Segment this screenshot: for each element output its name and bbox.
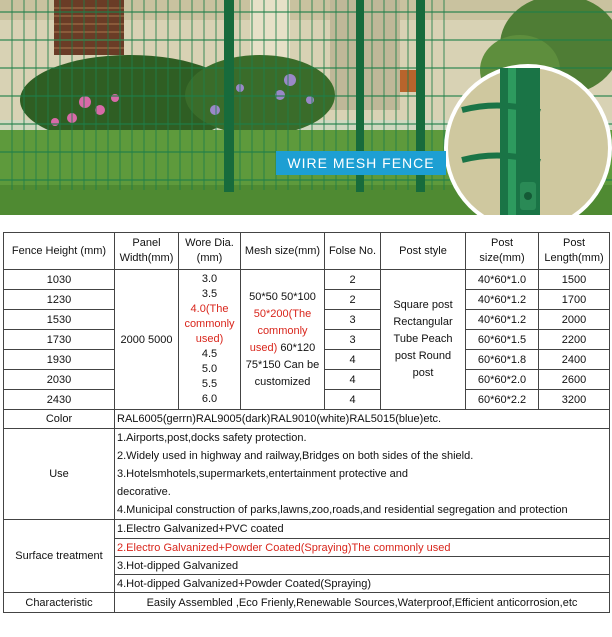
cell-post-length: 1700 <box>539 290 610 310</box>
cell-mesh-size <box>241 270 325 410</box>
list-item: 2.Widely used in highway and railway,Bridges on both sides of the shield. <box>117 450 474 462</box>
cell-post-size: 60*60*2.2 <box>466 390 539 410</box>
wire-dia-value: 4.5 <box>201 348 218 360</box>
cell-folse: 2 <box>325 270 381 290</box>
cell-post-size: 60*60*1.5 <box>466 330 539 350</box>
cell-height: 1930 <box>4 350 115 370</box>
cell-post-length: 2600 <box>539 370 610 390</box>
mesh-size-common-text: 50*200(The commonly used) <box>249 307 312 354</box>
surface-row <box>4 520 610 593</box>
cell-folse: 3 <box>325 310 381 330</box>
color-label: Color <box>4 410 115 429</box>
cell-post-size: 40*60*1.2 <box>466 310 539 330</box>
cell-post-length: 2200 <box>539 330 610 350</box>
characteristic-value: Easily Assembled ,Eco Frienly,Renewable Sources,Waterproof,Efficient anticorrosion,etc <box>115 593 610 613</box>
color-value: RAL6005(gerrn)RAL9005(dark)RAL9010(white)RAL5015(blue)etc. <box>115 410 610 429</box>
characteristic-row <box>4 593 610 613</box>
header-post-size: Post size(mm) <box>466 233 539 270</box>
cell-panel-width: 2000 5000 <box>115 270 179 410</box>
cell-height: 2030 <box>4 370 115 390</box>
mesh-size-text: 60*120 75*150 Can be customized <box>245 341 320 388</box>
cell-height: 1730 <box>4 330 115 350</box>
list-item: 4.Hot-dipped Galvanized+Powder Coated(Spraying) <box>115 574 609 592</box>
fence-photo <box>0 0 612 215</box>
cell-height: 1230 <box>4 290 115 310</box>
wire-dia-value: 5.0 <box>201 363 218 375</box>
cell-post-length: 3200 <box>539 390 610 410</box>
surface-list <box>115 520 610 593</box>
use-list <box>115 429 610 520</box>
cell-wire-dia <box>179 270 241 410</box>
use-row <box>4 429 610 520</box>
use-label: Use <box>4 429 115 520</box>
cell-post-length: 2400 <box>539 350 610 370</box>
cell-folse: 4 <box>325 390 381 410</box>
wire-dia-value: 3.5 <box>201 288 218 300</box>
header-post-length: Post Length(mm) <box>539 233 610 270</box>
cell-folse: 4 <box>325 370 381 390</box>
cell-height: 2430 <box>4 390 115 410</box>
spec-table <box>3 232 610 613</box>
cell-post-size: 40*60*1.0 <box>466 270 539 290</box>
cell-post-length: 2000 <box>539 310 610 330</box>
header-wire-dia: Wore Dia. (mm) <box>179 233 241 270</box>
cell-post-size: 60*60*2.0 <box>466 370 539 390</box>
header-mesh-size: Mesh size(mm) <box>241 233 325 270</box>
cell-post-length: 1500 <box>539 270 610 290</box>
list-item: 1.Airports,post,docks safety protection. <box>117 432 307 444</box>
cell-folse: 4 <box>325 350 381 370</box>
header-post-style: Post style <box>381 233 466 270</box>
list-item: 4.Municipal construction of parks,lawns,zoo,roads,and residential segregation and protection <box>117 504 568 516</box>
mesh-size-text: 50*50 50*100 <box>249 290 316 303</box>
table-row <box>4 270 610 290</box>
color-row <box>4 410 610 429</box>
list-item: decorative. <box>117 486 171 498</box>
header-fence-height: Fence Height (mm) <box>4 233 115 270</box>
cell-post-size: 60*60*1.8 <box>466 350 539 370</box>
cell-post-style: Square post Rectangular Tube Peach post Round post <box>381 270 466 410</box>
header-folse-no: Folse No. <box>325 233 381 270</box>
header-panel-width: Panel Width(mm) <box>115 233 179 270</box>
list-item: 3.Hot-dipped Galvanized <box>115 556 609 574</box>
list-item: 3.Hotelsmhotels,supermarkets,entertainment protective and <box>117 468 409 480</box>
characteristic-label: Characteristic <box>4 593 115 613</box>
cell-folse: 2 <box>325 290 381 310</box>
cell-post-size: 40*60*1.2 <box>466 290 539 310</box>
banner-title: WIRE MESH FENCE <box>276 151 446 175</box>
list-item: 1.Electro Galvanized+PVC coated <box>117 523 284 535</box>
list-item-highlight: 2.Electro Galvanized+Powder Coated(Spraying)The commonly used <box>115 538 609 556</box>
wire-dia-value: 3.0 <box>201 273 218 285</box>
table-header-row <box>4 233 610 270</box>
wire-dia-value: 5.5 <box>201 378 218 390</box>
surface-label: Surface treatment <box>4 520 115 593</box>
cell-height: 1030 <box>4 270 115 290</box>
wire-dia-value: 6.0 <box>201 393 218 405</box>
wire-dia-common-value: 4.0(The commonly used) <box>184 303 235 345</box>
cell-height: 1530 <box>4 310 115 330</box>
product-photo-banner <box>0 0 612 215</box>
cell-folse: 3 <box>325 330 381 350</box>
